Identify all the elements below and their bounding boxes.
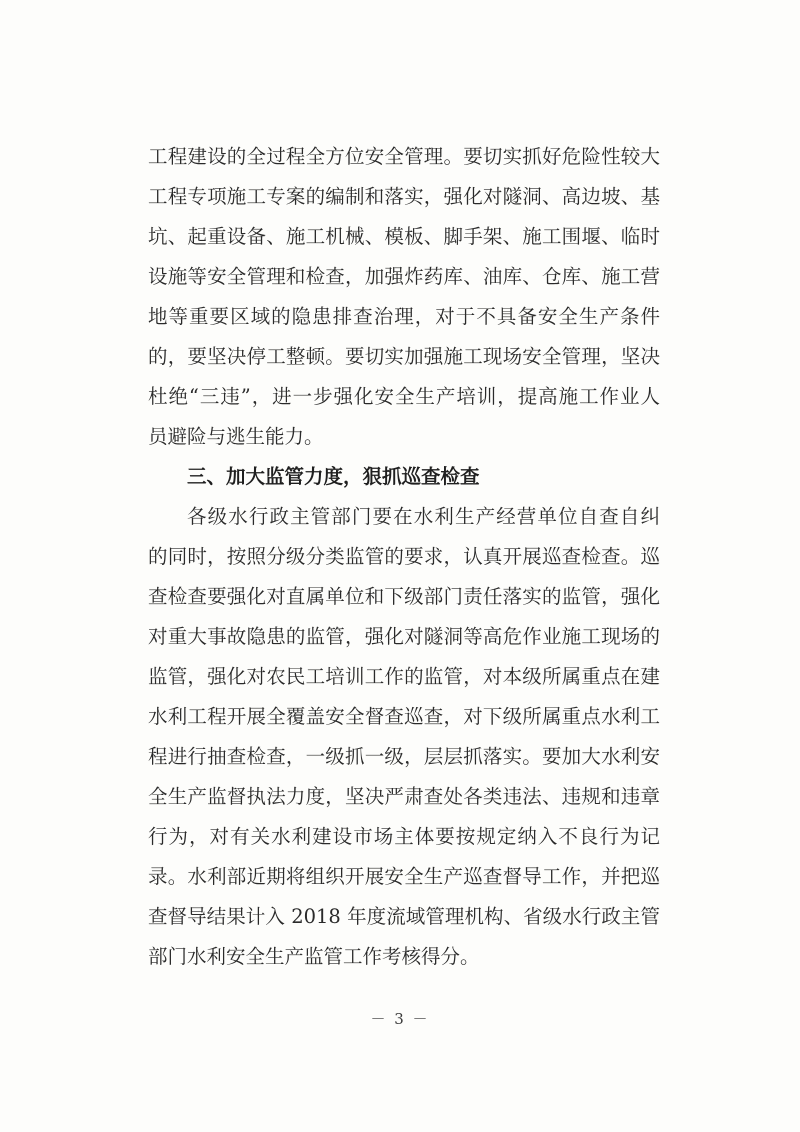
text-line: 的同时，按照分级分类监管的要求，认真开展巡查检查。巡 — [148, 545, 660, 568]
text-line: 工程专项施工专案的编制和落实，强化对隧洞、高边坡、基 — [148, 185, 660, 208]
text-line: 工程建设的全过程全方位安全管理。要切实抓好危险性较大 — [148, 145, 660, 168]
page-number: － 3 － — [370, 1010, 430, 1028]
text-line: 部门水利安全生产监管工作考核得分。 — [148, 945, 480, 968]
text-line: 对重大事故隐患的监管，强化对隧洞等高危作业施工现场的 — [148, 625, 660, 648]
text-line: 水利工程开展全覆盖安全督查巡查，对下级所属重点水利工 — [148, 705, 660, 728]
text-line: 全生产监督执法力度，坚决严肃查处各类违法、违规和违章 — [148, 785, 660, 808]
section-heading: 三、加大监管力度，狠抓巡查检查 — [187, 465, 480, 488]
text-line: 员避险与逃生能力。 — [148, 425, 324, 448]
text-line: 地等重要区域的隐患排查治理，对于不具备安全生产条件 — [148, 305, 660, 328]
text-line: 程进行抽查检查，一级抓一级，层层抓落实。要加大水利安 — [148, 745, 660, 768]
text-line: 行为，对有关水利建设市场主体要按规定纳入不良行为记 — [148, 825, 660, 848]
text-line: 坑、起重设备、施工机械、模板、脚手架、施工围堰、临时 — [148, 225, 660, 248]
text-line: 杜绝“三违”，进一步强化安全生产培训，提高施工作业人 — [148, 385, 660, 408]
text-line: 查检查要强化对直属单位和下级部门责任落实的监管，强化 — [148, 585, 660, 608]
text-line: 的，要坚决停工整顿。要切实加强施工现场安全管理，坚决 — [148, 345, 660, 368]
text-line: 各级水行政主管部门要在水利生产经营单位自查自纠 — [187, 505, 660, 528]
text-line: 监管，强化对农民工培训工作的监管，对本级所属重点在建 — [148, 665, 660, 688]
text-line: 设施等安全管理和检查，加强炸药库、油库、仓库、施工营 — [148, 265, 660, 288]
text-line: 录。水利部近期将组织开展安全生产巡查督导工作，并把巡 — [148, 865, 660, 888]
text-line: 查督导结果计入 2018 年度流域管理机构、省级水行政主管 — [148, 905, 660, 928]
